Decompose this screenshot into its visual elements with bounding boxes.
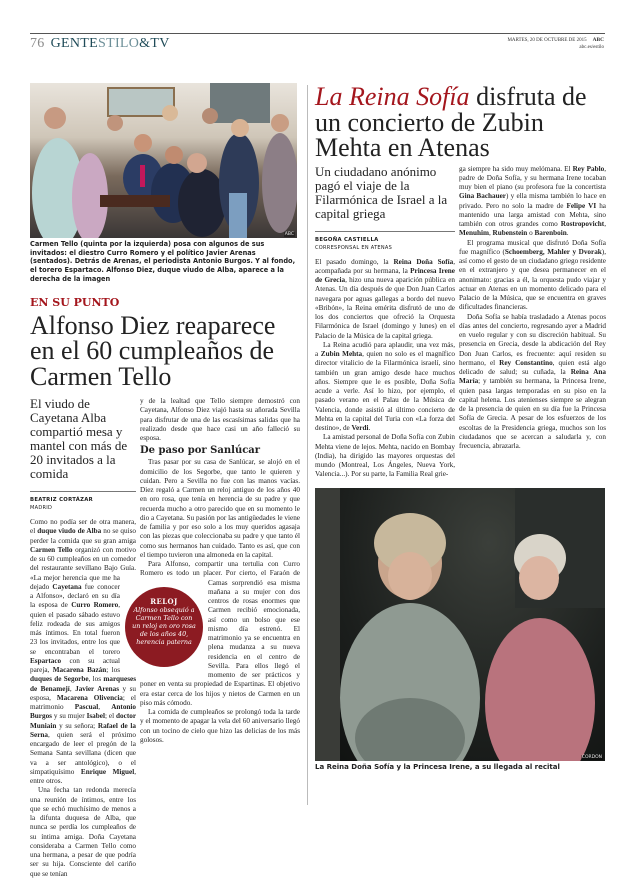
text-run: , acompañada por su hermana, la bbox=[315, 257, 455, 275]
royal-deck: Un ciudadano anónimo pagó el viaje de la Filarmónica de Israel a la capital griega bbox=[315, 163, 448, 221]
bold-name: Javier Arenas bbox=[75, 684, 120, 693]
text-run: ) y ella misma también lo hace en privado. Pero no solo la madre de bbox=[459, 192, 606, 210]
callout-circle bbox=[125, 587, 203, 667]
bold-name: Carmen Tello bbox=[30, 545, 73, 554]
bold-name: duques de Segorbe bbox=[30, 675, 89, 684]
text-run: , quien será el próximo encargado de leer el pregón de la Semana Santa sevillana (dicen que va a ser antológico), o el simpatiquísimo bbox=[30, 730, 136, 776]
royal-byline bbox=[315, 236, 455, 252]
bold-name: Zubin Mehta bbox=[320, 350, 363, 358]
royal-byline-rule bbox=[315, 231, 455, 232]
text-run: o bbox=[527, 229, 535, 238]
dateline bbox=[507, 37, 604, 51]
section-folio bbox=[30, 36, 170, 52]
paragraph bbox=[459, 313, 606, 452]
left-story bbox=[30, 83, 300, 879]
text-run: , bbox=[69, 684, 76, 693]
party-photo bbox=[30, 83, 297, 238]
right-story bbox=[315, 84, 606, 771]
page-number: 76 bbox=[30, 36, 45, 51]
story-intro-paragraphs bbox=[140, 397, 300, 443]
bold-name: Felipe VI bbox=[566, 201, 597, 210]
text-run: no se quiso perder la comida que su gran amiga bbox=[30, 527, 137, 545]
text-run: ; y también su hermana, la Princesa Irene, quien pasa largas temporadas en su piso en la capital helena. Los atenienses siempre se alegran de la presencia de quien en su día fue la Princesa Sofía de Grecia. A pesar de los esfuerzos de los escoltas de la Presidencia griega, muchos son los ciudadanos que se acercan a saludarla y, con frecuencia, abrazarla. bbox=[459, 377, 606, 450]
brand-name: ABC bbox=[592, 37, 604, 43]
story-col2 bbox=[140, 397, 300, 745]
bold-name: Enrique Miguel bbox=[80, 767, 135, 776]
royal-photo-caption: La Reina Doña Sofía y la Princesa Irene, a su llegada al recital bbox=[315, 762, 560, 771]
text-run: Una fecha tan redonda merecía una reunión de íntimos, entre los que se echó muchísimo de menos a la difunta duquesa de Alba, que nunca se perdía los cumpleaños de su íntima amiga. Doña Cayetana consideraba a Carmen Tello como una hermana, a pesar de que podría ser su hija. Consciente del cariño que se tenían bbox=[30, 786, 136, 878]
bold-name: Reina Ana María bbox=[459, 368, 607, 386]
text-run: La Reina acudió para aplaudir, una vez más, a bbox=[315, 340, 455, 358]
callout-title: RELOJ bbox=[150, 597, 178, 607]
bold-name: Macarena Bazán bbox=[52, 666, 107, 675]
text-run: ga siempre ha sido muy melómana. El bbox=[459, 164, 573, 173]
party-photo-figures bbox=[30, 83, 297, 238]
royal-paragraphs bbox=[315, 258, 455, 480]
text-run: , bbox=[98, 703, 112, 712]
bold-name: Macarena Olivencia bbox=[56, 693, 123, 702]
text-run: Tras pasar por su casa de Sanlúcar, se alojó en el domicilio de los Segorbe, que tanto le quieren y cuidan. Pero a Sevilla no fue con las manos vacías. Diez regaló a Carmen un reloj antiguo de los años 40 en oro rosa, que tenía en herencia de su padre y que recuerda mucho a otro parecido que en su momento le dio a Cayetana. Su pasión por las antigüedades le viene de familia y por eso solo a los muy queridos agasaja con las piezas que coleccionaba su padre y que tanto él como sus hermanos han cuidado. Tanto es así, que con el tiempo tuvieron una almoneda en la capital. bbox=[140, 458, 300, 559]
text-run: . bbox=[368, 424, 371, 432]
royal-headline-rest: disfruta de un concierto de Zubin Mehta en Atenas bbox=[315, 82, 587, 162]
text-run: , quien el pasado sábado estuvo feliz rodeada de sus amigos más íntimos. En total fueron 23 los invitados, entre los que se encontraban el torero bbox=[30, 601, 120, 656]
bold-name: Barenboin bbox=[534, 229, 567, 238]
text-run: fue conocer a Alfonso», declaró en su día la esposa de bbox=[30, 582, 120, 610]
bold-name: Rafael de la Serna bbox=[30, 721, 136, 739]
text-run: y su mujer bbox=[51, 712, 87, 721]
header-rule bbox=[30, 33, 605, 34]
paragraph bbox=[140, 397, 300, 443]
story-headline: Alfonso Diez reaparece en el 60 cumpleaños de Carmen Tello bbox=[30, 310, 276, 391]
paragraph bbox=[315, 433, 455, 479]
story-paragraphs bbox=[30, 518, 136, 879]
bold-name: Menuhim bbox=[459, 229, 489, 238]
text-run: El programa musical que disfrutó Doña Sofía fue magnífico ( bbox=[459, 238, 606, 256]
paragraph bbox=[140, 708, 300, 745]
paragraph bbox=[140, 458, 300, 560]
text-run: con su actual pareja, bbox=[30, 656, 120, 675]
bold-name: doctor Muniain bbox=[30, 712, 137, 730]
text-run: , padre de Doña Sofía, y su hermana Irene tocaban muy bien el piano (su profesora fue la concertista bbox=[459, 164, 607, 191]
text-run: , entre otros. bbox=[30, 767, 136, 786]
left-story-columns bbox=[30, 397, 300, 879]
paragraph bbox=[315, 341, 455, 434]
section-name-gente: GENTE bbox=[50, 36, 98, 51]
royal-headline bbox=[315, 84, 606, 161]
bold-name: Princesa Irene de Grecia bbox=[315, 266, 455, 284]
story-kicker: EN SU PUNTO bbox=[30, 295, 120, 309]
text-run: La comida de cumpleaños se prolongó toda la tarde y el momento de apagar la vela del 60 aniversario llegó con un tocino de cielo que hizo las delicias de los más golosos. bbox=[140, 708, 300, 744]
bold-name: Verdi bbox=[351, 424, 369, 432]
bold-name: duque viudo de Alba bbox=[37, 527, 102, 536]
text-run: ; el bbox=[104, 712, 117, 721]
section-name-tv: &TV bbox=[139, 36, 170, 51]
text-run: , quien no solo es el magnífico director vitalicio de la Filarmónica israelí, sino también un gran amigo desde hace muchos años. Siempre que le es posible, Doña Sofía acude a verle. Así lo hizo, por ejemplo, el pasado verano en el Palau de la Música de Valencia, donde asistió al último concierto de Mehta en la capital del Turia con «La forza del destino», de bbox=[315, 350, 455, 432]
bold-name: Rubenstein bbox=[492, 229, 528, 238]
story-body-col1 bbox=[30, 518, 136, 879]
paragraph bbox=[315, 258, 455, 341]
bold-name: Rey Constantino bbox=[499, 358, 553, 367]
bold-name: marqueses de Benamejí bbox=[30, 675, 137, 693]
text-run: , hizo una nueva aparición pública en Atenas. Un día después de que Don Juan Carlos navegara por aguas gallegas a bordo del nuevo «Bribón», la Reina emérita disfrutó de uno de los dos conciertos que ofreció la Orquesta Filarmónica de Israel (domingo y lunes) en el Palacio de la Música de la capital griega. bbox=[315, 276, 456, 340]
paragraph bbox=[459, 239, 606, 313]
text-run: , bbox=[604, 220, 606, 228]
text-run: Como no podía ser de otra manera, el bbox=[30, 518, 136, 536]
text-run: y su esposa, bbox=[30, 684, 136, 702]
story-col1 bbox=[30, 397, 136, 879]
text-run: y su señora; bbox=[56, 721, 98, 730]
royal-col1 bbox=[315, 165, 455, 480]
text-run: , los bbox=[88, 675, 104, 684]
bold-name: Curro Romero bbox=[71, 601, 119, 610]
text-run: organizó con motivo de su 60 cumpleaños en un comedor del restaurante sevillano Bajo Guía. «La mejor herencia que me ha dejado bbox=[30, 545, 136, 591]
bold-name: Schoemberg, Mahler y Dvorak bbox=[504, 247, 602, 256]
bold-name: Isabel bbox=[86, 712, 105, 721]
bold-name: Rostropovicht bbox=[560, 220, 605, 228]
royal-photo-credit: CORDON bbox=[581, 754, 602, 760]
royal-photo-figures bbox=[315, 488, 605, 761]
section-name-estilo: STILO bbox=[98, 36, 140, 51]
royal-paragraphs bbox=[459, 165, 606, 452]
royal-headline-highlight: La Reina Sofía bbox=[315, 82, 470, 111]
royal-body-col1 bbox=[315, 258, 455, 480]
author-name: BEATRIZ CORTÁZAR bbox=[30, 497, 94, 504]
bold-name: Cayetana bbox=[52, 582, 82, 591]
royal-author-location: CORRESPONSAL EN ATENAS bbox=[315, 244, 393, 251]
party-photo-caption: Carmen Tello (quinta por la izquierda) posa con algunos de sus invitados: el diestro Curro Romero y el político Javier Arenas (sentados). Detrás de Arenas, el periodista Antonio Burgos. Y al fondo, el torero Espartaco. Alfonso Diez, duque viudo de Alba, aparece a la derecha de la imagen bbox=[30, 240, 296, 283]
bold-name: Espartaco bbox=[30, 656, 62, 665]
text-run: . bbox=[566, 229, 569, 238]
bold-name: Antonio Burgos bbox=[30, 703, 136, 721]
story-subhead: De paso por Sanlúcar bbox=[140, 445, 261, 457]
royal-body-col2 bbox=[459, 165, 606, 452]
paragraph bbox=[459, 165, 606, 239]
bold-name: Reina Doña Sofía bbox=[393, 257, 454, 266]
text-run: ; el matrimonio bbox=[30, 693, 136, 712]
section-url[interactable]: abc.es/estilo bbox=[579, 44, 604, 50]
text-run: Doña Sofía se había trasladado a Atenas pocos días antes del concierto, regresando ayer a Madrid en vuelo regular y con su discreción habitual. Su presencia en Grecia, desde la abdicación del Rey Don Juan Carlos, es frecuente: aquí residen su hermano, el bbox=[459, 312, 606, 367]
text-run: ha mantenido una larga amistad con Mehta, sino también con otros grandes como bbox=[459, 201, 606, 228]
text-run: , quien está algo delicado de salud; su cuñada, la bbox=[459, 358, 606, 376]
bold-name: Gina Bachauer bbox=[459, 192, 506, 201]
text-run: y de la lealtad que Tello siempre demostró con Cayetana, Alfonso Diez viajó hasta su añorada Sevilla para disfrutar de una de las escasísimas salidas que ha realizado desde que hace casi un año falleció su esposa. bbox=[140, 397, 300, 443]
text-run: La amistad personal de Doña Sofía con Zubin Mehta viene de lejos. Mehta, nacido en Bombay (India), ha dirigido las mayores orquestas del mundo (Montreal, Los Ángeles, Nueva York, Valencia...). Por su parte, la Familia Real grie- bbox=[315, 433, 455, 479]
story-deck: El viudo de Cayetana Alba compartió mesa y mantel con más de 20 invitados a la comida bbox=[30, 396, 128, 482]
byline bbox=[30, 496, 136, 512]
party-photo-credit: ABC bbox=[284, 232, 294, 237]
column-divider bbox=[307, 85, 308, 805]
text-run: El pasado domingo, la bbox=[315, 257, 394, 266]
callout-text: Alfonso obsequió a Carmen Tello con un reloj en oro rosa de los años 40, herencia paterna bbox=[132, 606, 196, 647]
bold-name: Rey Pablo bbox=[572, 164, 605, 173]
text-run: , bbox=[488, 229, 493, 238]
text-run: Para Alfonso, compartir una tertulia con Curro Romero es todo un placer. Por cierto, el Faraón de Camas sorprendió esa misma mañana a su mujer con dos centros de rosas enormes que Carmen recibió emocionada, así como un bolso que ese mismo día estrenó. El matrimonio ya se encuentra en plena mudanza a su nueva residencia en el centro de Sevilla. Para ellos llegó el momento de ser prácticos y poner en venta su propiedad de Espartinas. El objetivo era estar cerca de los hijos y nietos de Carmen en un piso más cómodo. bbox=[140, 560, 300, 707]
paragraph bbox=[30, 786, 136, 879]
author-location: MADRID bbox=[30, 505, 53, 512]
bold-name: Pascual bbox=[74, 703, 99, 712]
royal-author-name: BEGOÑA CASTIELLA bbox=[315, 236, 379, 243]
text-run: ), así como el gesto de un ciudadano griego residente en el extranjero y que desea permanecer en el anonimato: gracias a él, la orquesta pudo viajar y actuar en Atenas en un momento delicado para el Palacio de la Música, que se encuentra en graves dificultades financieras. bbox=[459, 247, 606, 312]
byline-rule bbox=[30, 491, 136, 492]
royal-photo bbox=[315, 488, 605, 761]
issue-date: MARTES, 20 DE OCTUBRE DE 2015 bbox=[507, 38, 587, 43]
text-run: ; los bbox=[106, 666, 120, 675]
royal-columns bbox=[315, 165, 606, 480]
